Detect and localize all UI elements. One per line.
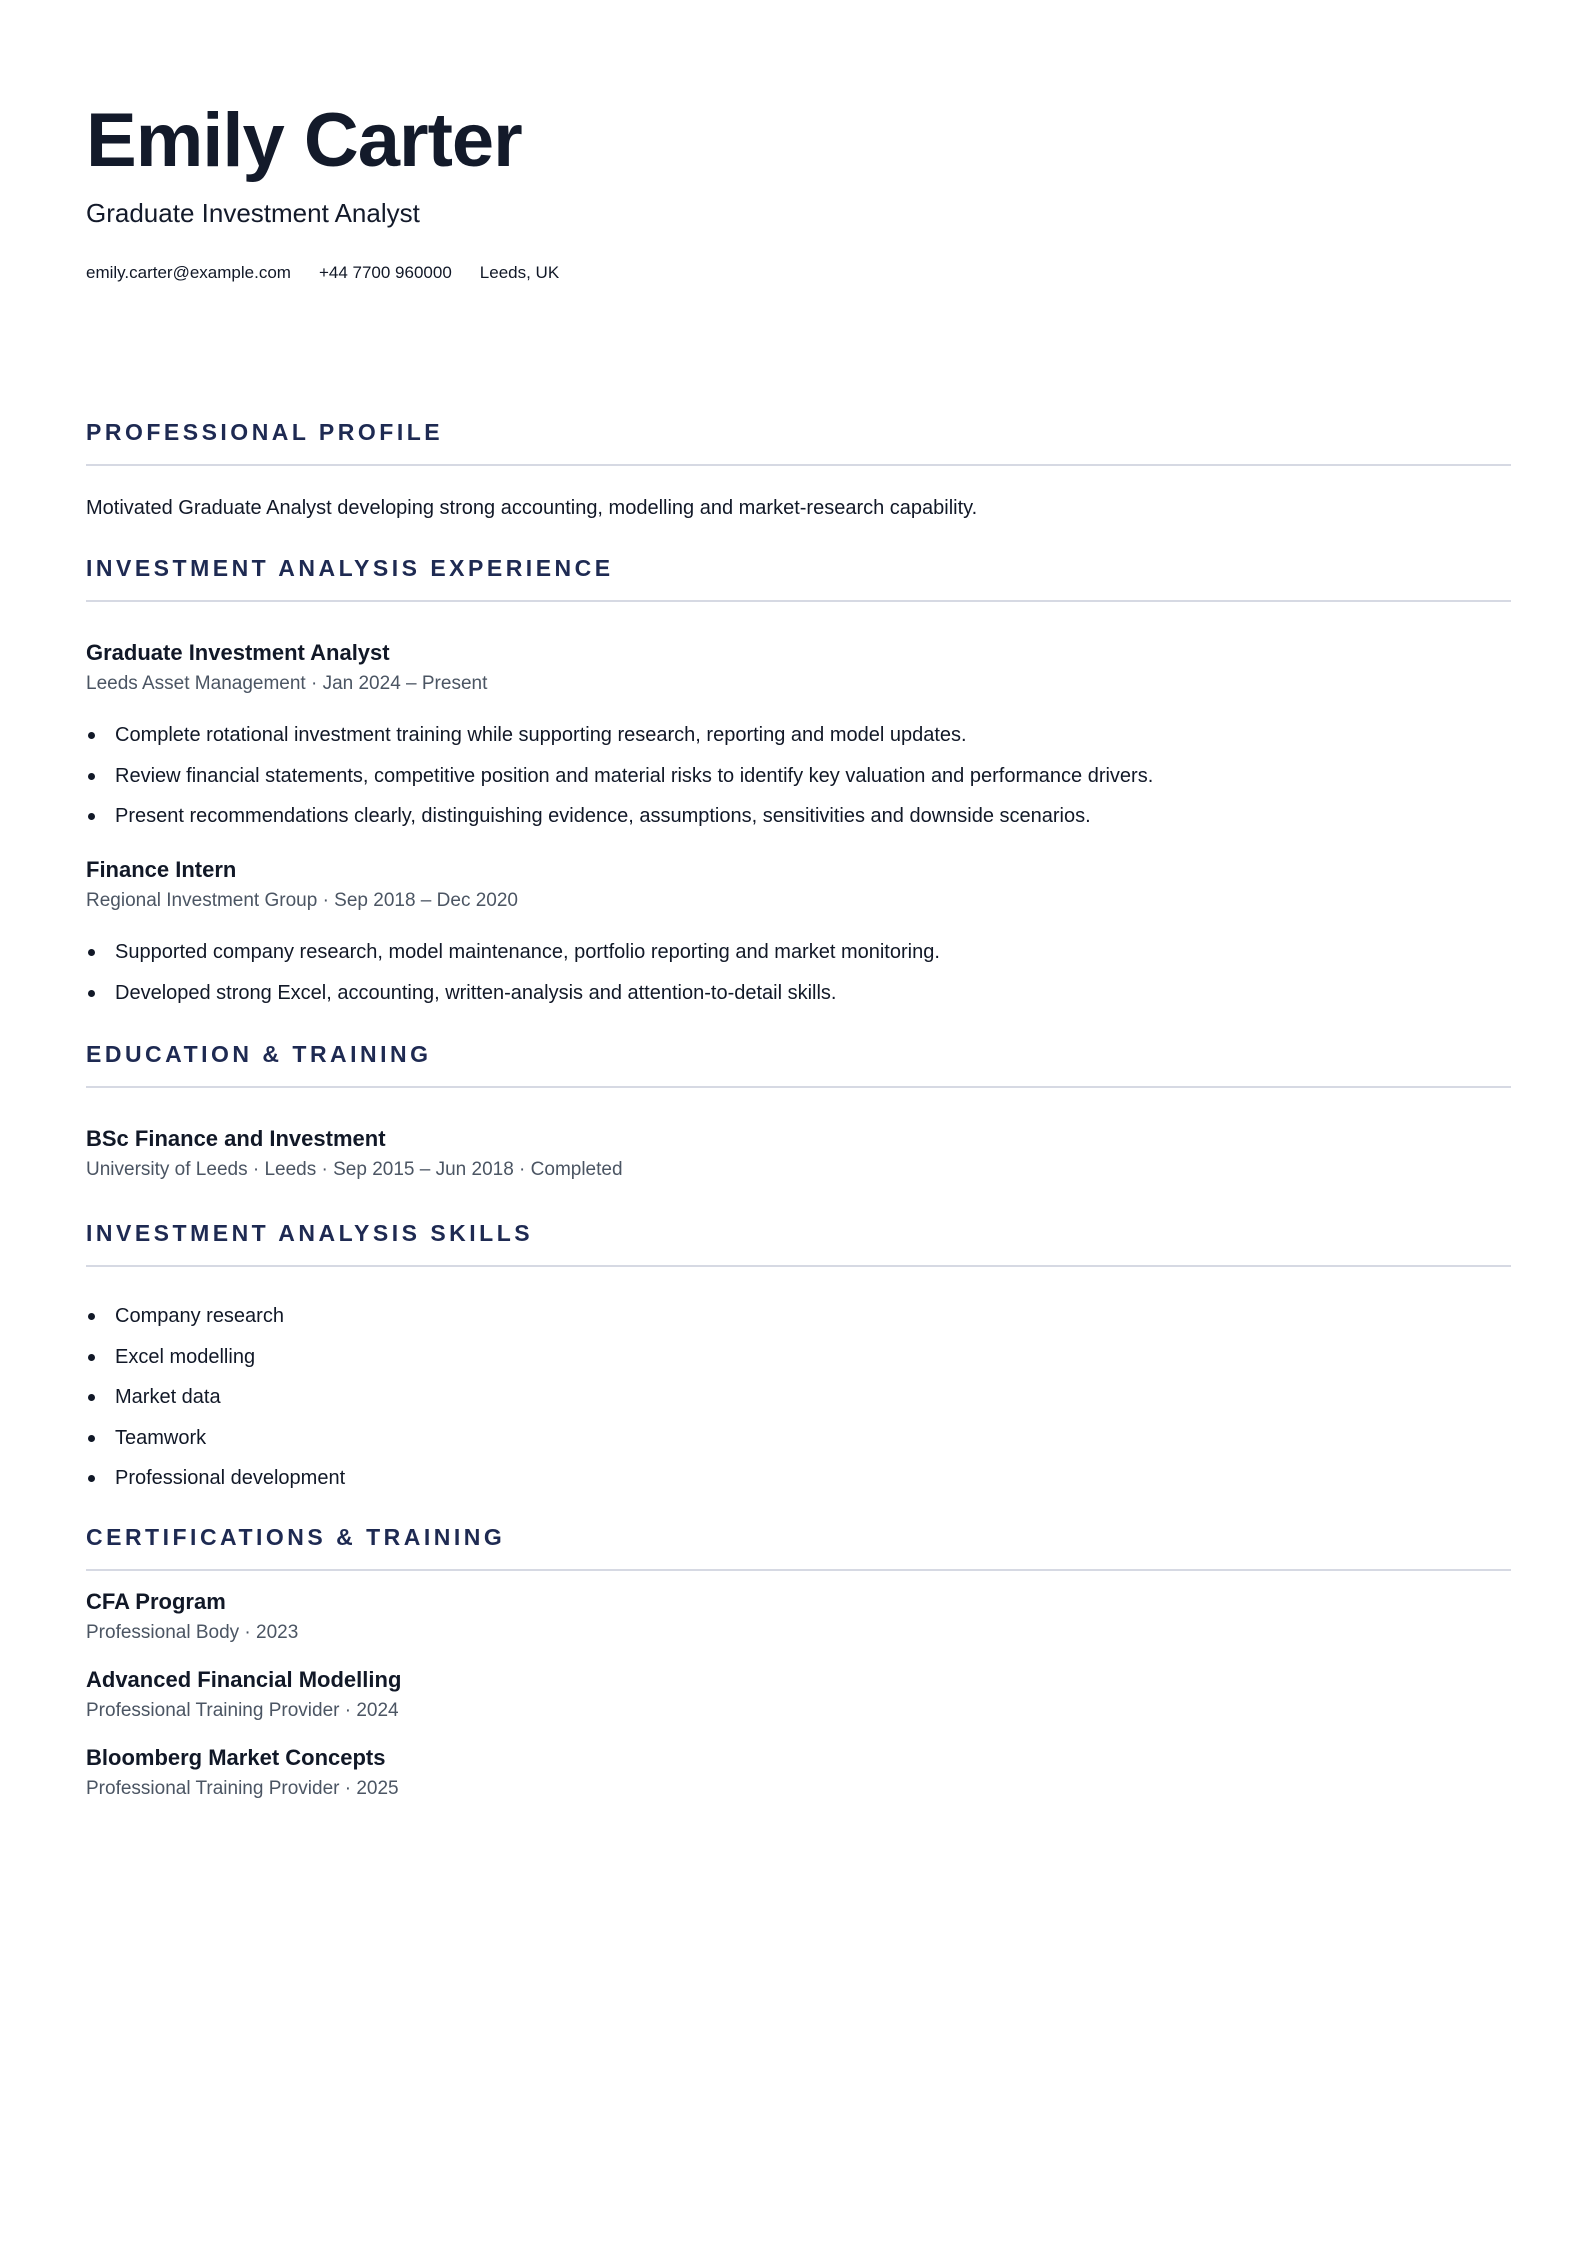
- profile-summary: Motivated Graduate Analyst developing strong accounting, modelling and market-research capability.: [86, 497, 978, 519]
- job-meta: Leeds Asset Management · Jan 2024 – Present: [86, 673, 488, 694]
- list-item: [86, 715, 1153, 756]
- certification-meta: Professional Body · 2023: [86, 1622, 299, 1643]
- contact-phone: +44 7700 960000: [318, 263, 452, 282]
- degree-title: BSc Finance and Investment: [86, 1126, 386, 1151]
- bullet-dot: [88, 813, 95, 820]
- degree-meta: University of Leeds · Leeds · Sep 2015 – Jun 2018 · Completed: [86, 1159, 623, 1180]
- job-title: Graduate Investment Analyst: [86, 640, 390, 665]
- bullet-text: Developed strong Excel, accounting, written-analysis and attention-to-detail skills.: [115, 981, 837, 1004]
- list-item: [86, 1458, 345, 1499]
- section-title-experience: INVESTMENT ANALYSIS EXPERIENCE: [86, 555, 614, 581]
- skill-text: Professional development: [115, 1467, 346, 1489]
- job-title: Finance Intern: [86, 857, 237, 882]
- certification-meta: Professional Training Provider · 2025: [86, 1778, 399, 1799]
- bullet-dot: [88, 990, 95, 997]
- list-item: [86, 796, 1153, 837]
- certification-title: CFA Program: [86, 1589, 226, 1614]
- section-divider: [86, 600, 1511, 602]
- skill-text: Company research: [115, 1305, 284, 1327]
- bullet-dot: [88, 1435, 95, 1442]
- skill-text: Market data: [115, 1386, 221, 1408]
- section-divider: [86, 1265, 1511, 1267]
- contact-email: emily.carter@example.com: [86, 263, 291, 282]
- bullet-dot: [88, 1475, 95, 1482]
- candidate-name: Emily Carter: [86, 98, 522, 183]
- section-divider: [86, 1086, 1511, 1088]
- bullet-text: Review financial statements, competitive position and material risks to identify key valuation and performance drivers.: [115, 764, 1154, 787]
- bullet-dot: [88, 773, 95, 780]
- job-bullets: [86, 932, 940, 1013]
- job-meta: Regional Investment Group · Sep 2018 – Dec 2020: [86, 890, 518, 911]
- section-divider: [86, 1569, 1511, 1571]
- bullet-text: Supported company research, model maintenance, portfolio reporting and market monitoring.: [115, 941, 940, 963]
- list-item: [86, 932, 940, 973]
- bullet-dot: [88, 732, 95, 739]
- bullet-dot: [88, 1354, 95, 1361]
- skill-text: Teamwork: [115, 1426, 207, 1449]
- certification-title: Advanced Financial Modelling: [86, 1667, 402, 1692]
- candidate-headline: Graduate Investment Analyst: [86, 198, 420, 228]
- skills-list: [86, 1296, 345, 1499]
- bullet-dot: [88, 1313, 95, 1320]
- list-item: [86, 1337, 345, 1378]
- section-title-skills: INVESTMENT ANALYSIS SKILLS: [86, 1220, 534, 1246]
- list-item: [86, 756, 1153, 797]
- list-item: [86, 1418, 345, 1459]
- list-item: [86, 973, 940, 1014]
- bullet-dot: [88, 1394, 95, 1401]
- certification-meta: Professional Training Provider · 2024: [86, 1700, 399, 1721]
- section-title-education: EDUCATION & TRAINING: [86, 1041, 432, 1067]
- section-title-profile: PROFESSIONAL PROFILE: [86, 419, 444, 445]
- bullet-dot: [88, 949, 95, 956]
- bullet-text: Complete rotational investment training while supporting research, reporting and model updates.: [115, 724, 967, 746]
- list-item: [86, 1296, 345, 1337]
- contact-location: Leeds, UK: [479, 263, 560, 282]
- skill-text: Excel modelling: [115, 1345, 256, 1368]
- list-item: [86, 1377, 345, 1418]
- section-title-certifications: CERTIFICATIONS & TRAINING: [86, 1524, 506, 1550]
- job-bullets: [86, 715, 1153, 837]
- bullet-text: Present recommendations clearly, distinguishing evidence, assumptions, sensitivities and downside scenarios.: [115, 805, 1091, 827]
- contact-line: [86, 262, 559, 284]
- section-divider: [86, 464, 1511, 466]
- certification-title: Bloomberg Market Concepts: [86, 1745, 386, 1770]
